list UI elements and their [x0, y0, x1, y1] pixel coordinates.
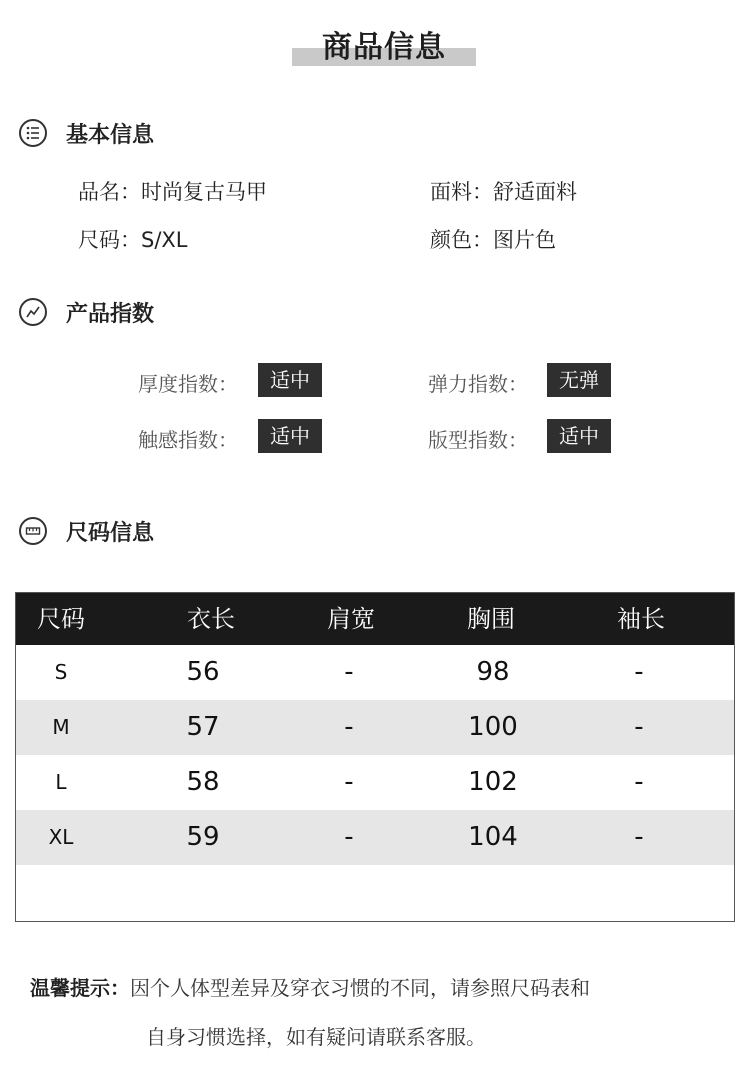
table-row: [16, 645, 734, 700]
cell-size: S: [54, 660, 68, 684]
size-value: S/XL: [141, 228, 188, 252]
tip-text-2: 自身习惯选择，如有疑问请联系客服。: [146, 1025, 486, 1049]
cell-sleeve: -: [634, 822, 644, 852]
cell-shoulder: -: [344, 767, 354, 797]
cell-sleeve: -: [634, 767, 644, 797]
touch-badge: 适中: [258, 419, 322, 453]
cell-length: 59: [186, 822, 220, 852]
chart-icon: [19, 298, 47, 326]
section-title-sizing: 尺码信息: [66, 521, 155, 546]
tip-text-1: 因个人体型差异及穿衣习惯的不同，请参照尺码表和: [130, 976, 590, 1000]
color-value: 图片色: [493, 228, 556, 252]
cell-size: XL: [48, 825, 74, 849]
touch-label: 触感指数：: [138, 428, 238, 452]
cell-chest: 98: [476, 657, 510, 687]
column-header-length: 衣长: [187, 605, 235, 633]
tip-line-1: [30, 972, 590, 1001]
table-row: [16, 755, 734, 810]
fabric-label: 面料：: [430, 180, 493, 204]
fabric-value: 舒适面料: [493, 180, 577, 204]
elasticity-label: 弹力指数：: [428, 372, 528, 396]
cell-length: 57: [186, 712, 220, 742]
product-name-row: [78, 176, 267, 206]
elasticity-badge: 无弹: [547, 363, 611, 397]
column-header-size: 尺码: [37, 605, 85, 633]
section-title-index: 产品指数: [66, 302, 155, 327]
cell-sleeve: -: [634, 712, 644, 742]
cell-length: 58: [186, 767, 220, 797]
size-label: 尺码：: [78, 228, 141, 252]
cell-shoulder: -: [344, 712, 354, 742]
fabric-row: [430, 176, 577, 206]
column-header-shoulder: 肩宽: [327, 605, 375, 633]
cell-size: M: [52, 715, 70, 739]
column-header-chest: 胸围: [467, 605, 515, 633]
cell-chest: 104: [468, 822, 518, 852]
ruler-icon: [19, 517, 47, 545]
size-table: [15, 592, 735, 922]
size-row: [78, 224, 188, 254]
cell-chest: 100: [468, 712, 518, 742]
size-table-header: [16, 593, 734, 645]
fit-badge: 适中: [547, 419, 611, 453]
section-title-basic: 基本信息: [66, 123, 155, 148]
fit-label: 版型指数：: [428, 428, 528, 452]
cell-size: L: [55, 770, 67, 794]
thickness-label: 厚度指数：: [138, 372, 238, 396]
product-name-value: 时尚复古马甲: [141, 180, 267, 204]
cell-length: 56: [186, 657, 220, 687]
cell-shoulder: -: [344, 657, 354, 687]
thickness-badge: 适中: [258, 363, 322, 397]
table-row: [16, 700, 734, 755]
tip-label: 温馨提示：: [30, 976, 130, 1000]
cell-chest: 102: [468, 767, 518, 797]
column-header-sleeve: 袖长: [617, 605, 665, 633]
product-name-label: 品名：: [78, 180, 141, 204]
page-title: 商品信息: [322, 30, 446, 65]
cell-shoulder: -: [344, 822, 354, 852]
table-row: [16, 810, 734, 865]
color-row: [430, 224, 556, 254]
color-label: 颜色：: [430, 228, 493, 252]
list-icon: [19, 119, 47, 147]
cell-sleeve: -: [634, 657, 644, 687]
